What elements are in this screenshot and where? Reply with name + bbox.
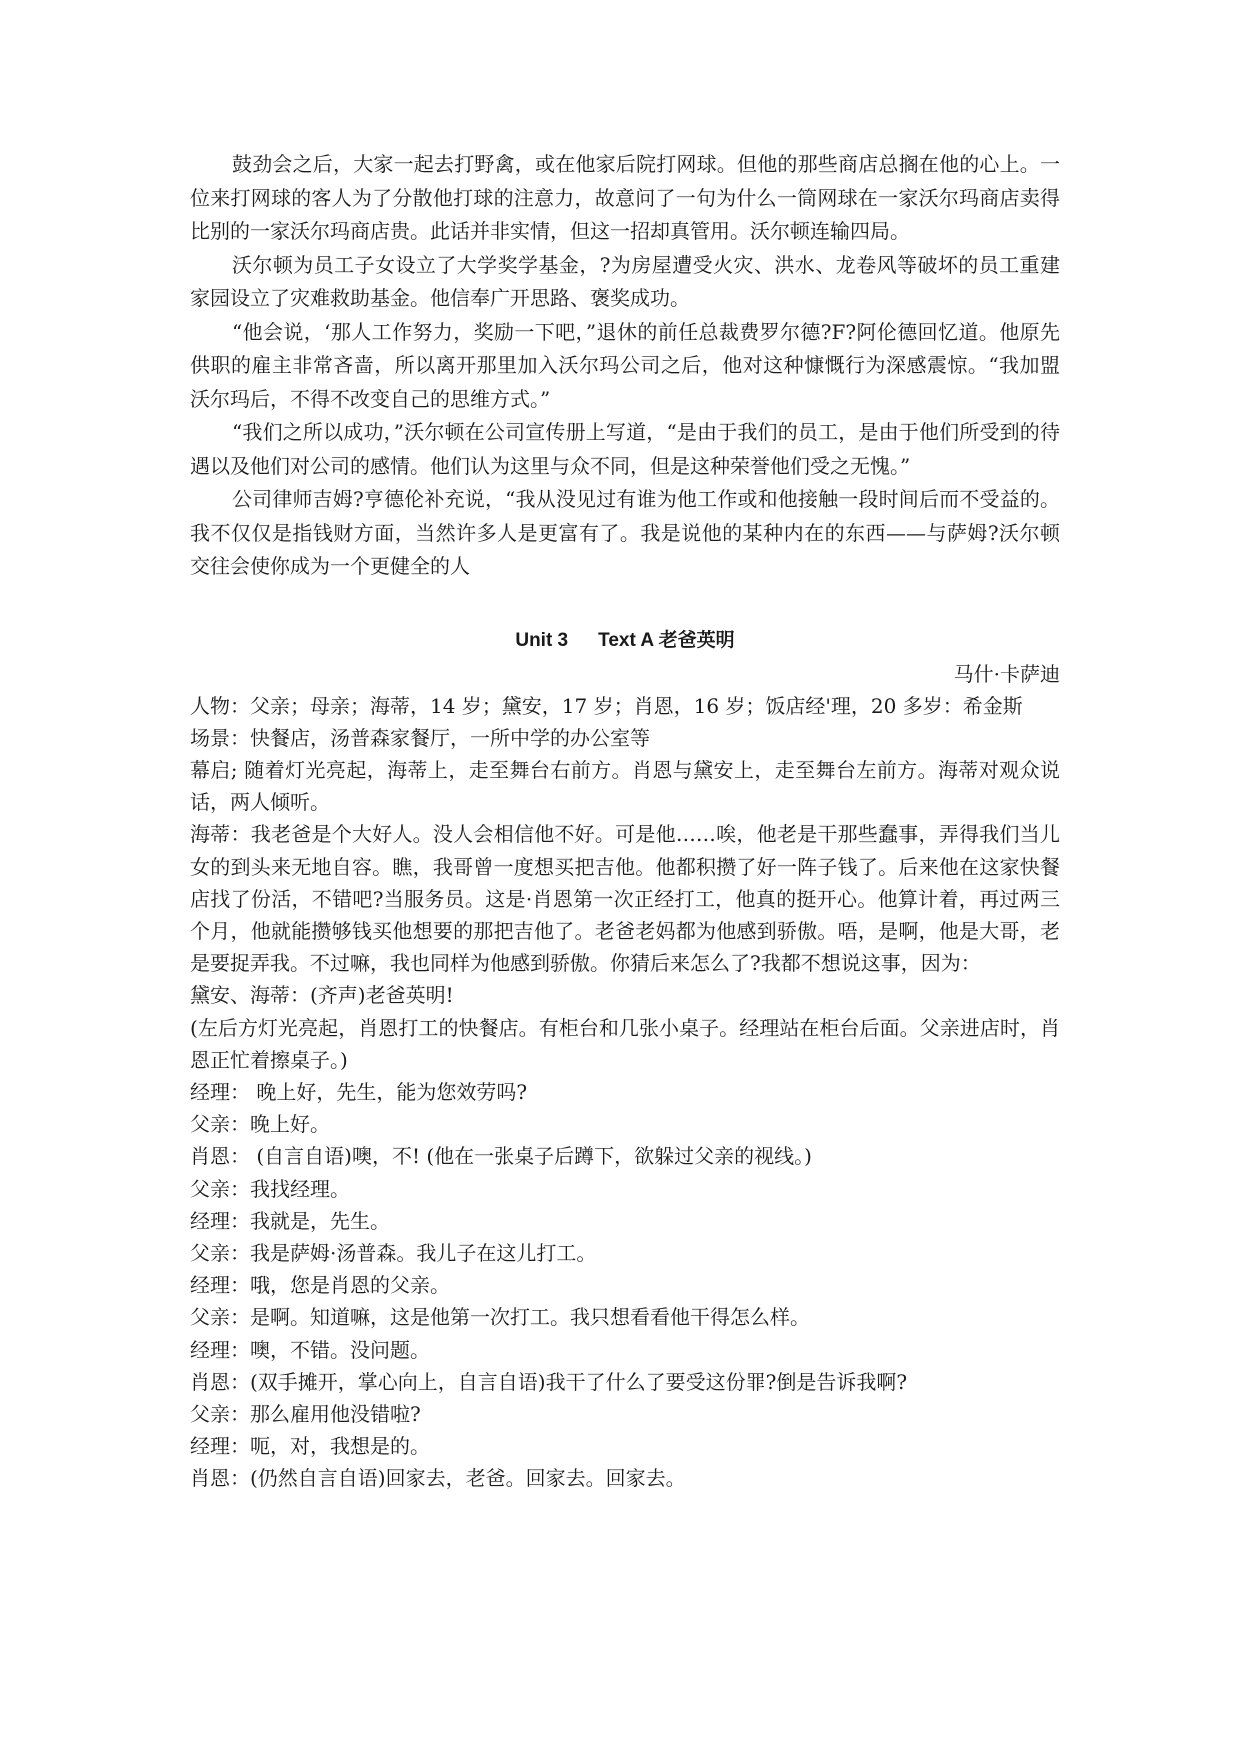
script-line: 黛安、海蒂：(齐声)老爸英明! [190, 983, 454, 1008]
author-name: 马什·卡萨迪 [953, 661, 1060, 686]
paragraph-1: 鼓劲会之后，大家一起去打野禽，或在他家后院打网球。但他的那些商店总搁在他的心上。一位来打网球的客人为了分散他打球的注意力，故意问了一句为什么一筒网球在一家沃尔玛商店卖得比别的一家沃尔玛商店贵。此话并非实情，但这一招却真管用。沃尔顿连输四局。 [190, 152, 1060, 243]
script-line: 肖恩： (自言自语)噢，不! (他在一张桌子后蹲下，欲躲过父亲的视线。) [190, 1144, 812, 1169]
script-line: 父亲：晚上好。 [190, 1112, 330, 1137]
script-line: 经理：哦，您是肖恩的父亲。 [190, 1273, 450, 1298]
script-line: 肖恩：(仍然自言自语)回家去，老爸。回家去。回家去。 [190, 1466, 686, 1491]
script-line-curtain: 幕启; 随着灯光亮起，海蒂上，走至舞台右前方。肖恩与黛安上，走至舞台左前方。海蒂对观众说话，两人倾听。 [190, 757, 1060, 815]
intro-section [190, 148, 1060, 584]
script-line-setting: 场景：快餐店，汤普森家餐厅，一所中学的办公室等 [190, 725, 650, 750]
script-line: 父亲：是啊。知道嘛，这是他第一次打工。我只想看看他干得怎么样。 [190, 1305, 810, 1330]
script-line: 经理：呃，对，我想是的。 [190, 1434, 430, 1459]
script-line: 父亲：我是萨姆·汤普森。我儿子在这儿打工。 [190, 1240, 597, 1265]
unit-heading [190, 624, 1060, 658]
paragraph-2: 沃尔顿为员工子女设立了大学奖学基金，?为房屋遭受火灾、洪水、龙卷风等破坏的员工重建家园设立了灾难救助基金。他信奉广开思路、褒奖成功。 [190, 252, 1060, 310]
unit-label: Unit 3 [515, 629, 569, 651]
script-line: 父亲：我找经理。 [190, 1176, 350, 1201]
script-section [190, 690, 1060, 1495]
document-page [190, 148, 1060, 1495]
script-line-characters: 人物：父亲；母亲；海蒂，14 岁；黛安，17 岁；肖恩，16 岁；饭店经'理，20 多岁：希金斯 [190, 693, 1023, 718]
paragraph-5: 公司律师吉姆?亨德伦补充说，“我从没见过有谁为他工作或和他接触一段时间后而不受益的。我不仅仅是指钱财方面，当然许多人是更富有了。我是说他的某种内在的东西——与萨姆?沃尔顿交往会使你成为一个更健全的人 [190, 487, 1060, 578]
paragraph-4: “我们之所以成功，”沃尔顿在公司宣传册上写道，“是由于我们的员工，是由于他们所受到的待遇以及他们对公司的感情。他们认为这里与众不同，但是这种荣誉他们受之无愧。” [190, 420, 1060, 478]
script-line: 父亲：那么雇用他没错啦? [190, 1401, 421, 1426]
paragraph-3: “他会说，‘那人工作努力，奖励一下吧，”退休的前任总裁费罗尔德?F?阿伦德回忆道。他原先供职的雇主非常吝啬，所以离开那里加入沃尔玛公司之后，他对这种慷慨行为深感震惊。“我加盟沃尔玛后，不得不改变自己的思维方式。” [190, 319, 1060, 411]
script-line: 经理： 晚上好，先生，能为您效劳吗? [190, 1079, 528, 1104]
script-line: 经理：我就是，先生。 [190, 1208, 390, 1233]
script-line: 海蒂：我老爸是个大好人。没人会相信他不好。可是他……唉，他老是干那些蠢事，弄得我们当儿女的到头来无地自容。瞧，我哥曾一度想买把吉他。他都积攒了好一阵子钱了。后来他在这家快餐店找了份活，不错吧?当服务员。这是·肖恩第一次正经打工，他真的挺开心。他算计着，再过两三个月，他就能攒够钱买他想要的那把吉他了。老爸老妈都为他感到骄傲。唔，是啊，他是大哥，老是要捉弄我。不过嘛，我也同样为他感到骄傲。你猜后来怎么了?我都不想说这事，因为： [190, 822, 1060, 976]
script-line: 经理：噢，不错。没问题。 [190, 1337, 430, 1362]
stage-direction: (左后方灯光亮起，肖恩打工的快餐店。有柜台和几张小桌子。经理站在柜台后面。父亲进店时，肖恩正忙着擦桌子。) [190, 1015, 1060, 1072]
text-title: Text A 老爸英明 [598, 629, 735, 651]
script-line: 肖恩：(双手摊开，掌心向上，自言自语)我干了什么了要受这份罪?倒是告诉我啊? [190, 1369, 908, 1394]
